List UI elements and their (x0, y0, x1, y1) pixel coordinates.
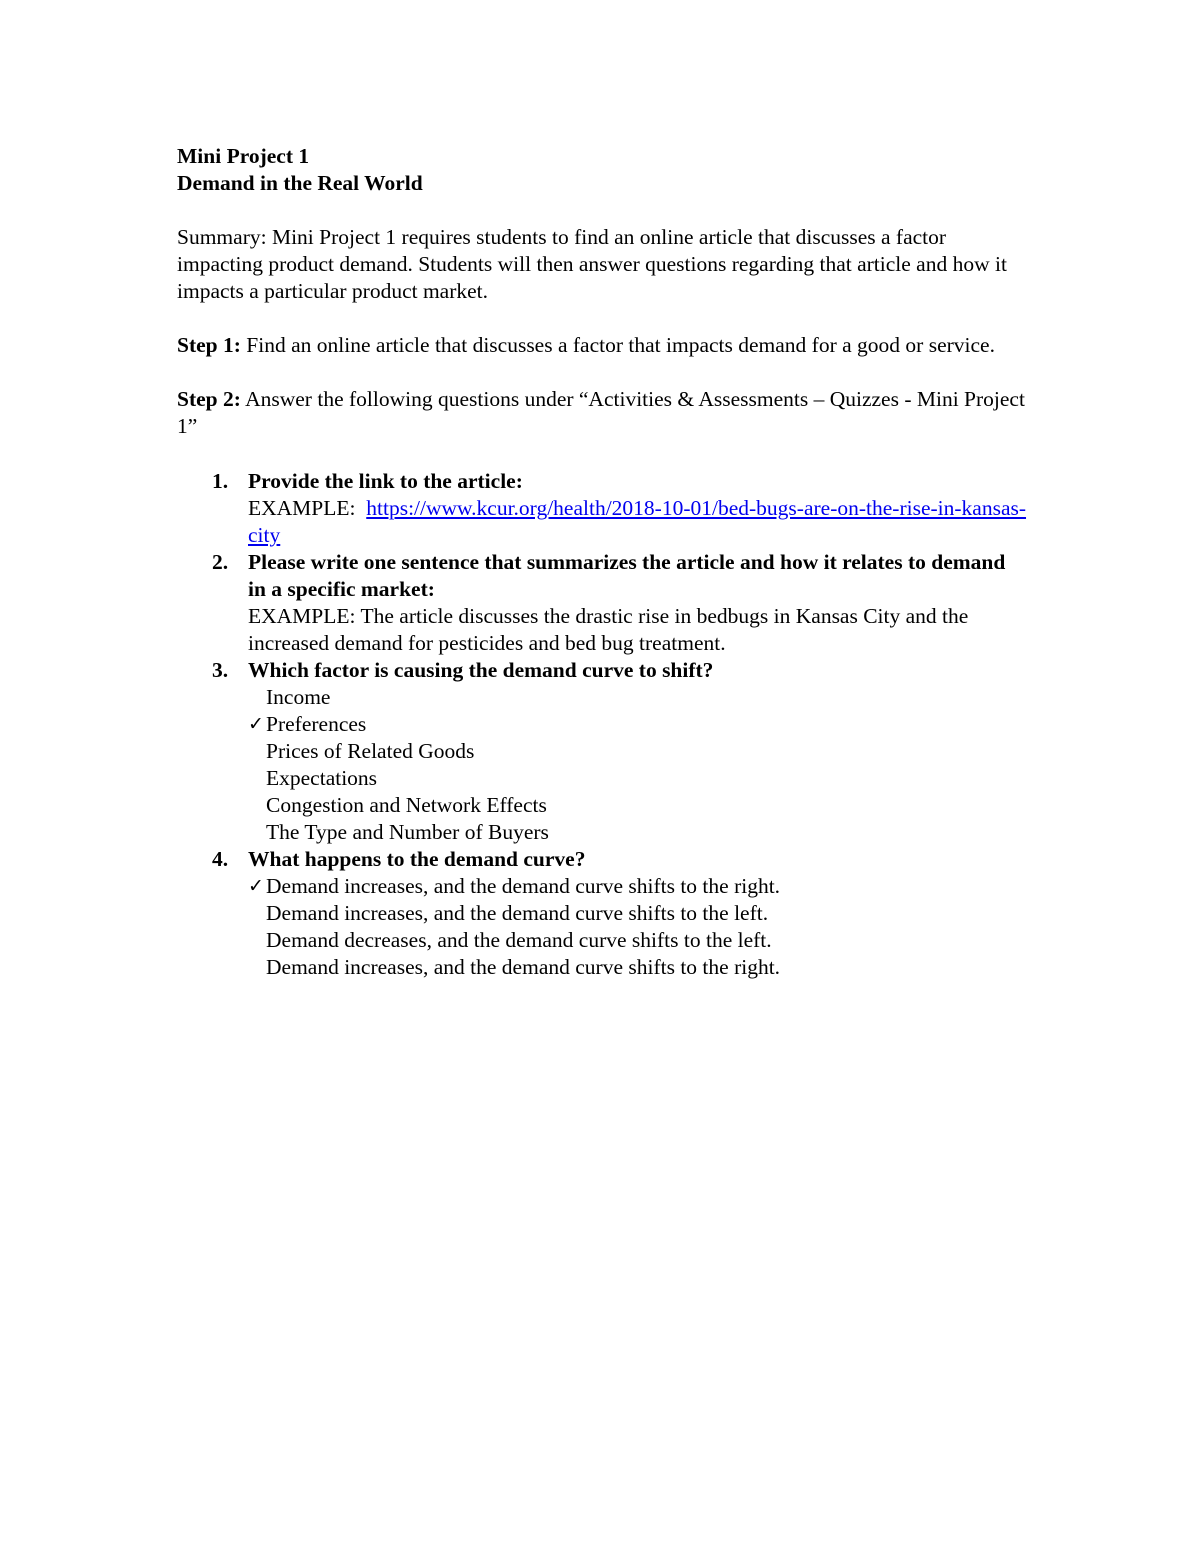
option-item (266, 900, 1027, 927)
document-subtitle: Demand in the Real World (177, 171, 423, 195)
summary-paragraph: Summary: Mini Project 1 requires students to find an online article that discusses a factor impacting product demand. Students will then answer questions regarding that article and how it impacts a particular product market. (177, 225, 1007, 303)
option-item (266, 819, 1027, 846)
options-list (248, 873, 1027, 981)
option-label: Prices of Related Goods (266, 739, 475, 763)
option-item (248, 873, 1027, 900)
option-label: Demand decreases, and the demand curve shifts to the left. (266, 928, 772, 952)
question-text: Provide the link to the article: (248, 469, 523, 493)
spacer (177, 359, 1027, 386)
options-list (248, 684, 1027, 846)
question-2 (177, 549, 1027, 657)
question-number: 1. (212, 469, 229, 493)
question-3 (177, 657, 1027, 846)
option-label: Demand increases, and the demand curve shifts to the right. (266, 874, 781, 898)
document-page (177, 143, 1027, 981)
question-text: Please write one sentence that summarizes the article and how it relates to demand in a specific market: (248, 550, 1006, 601)
document-title: Mini Project 1 (177, 144, 310, 168)
step-1-label: Step 1: (177, 333, 241, 357)
article-link[interactable]: https://www.kcur.org/health/2018-10-01/bed-bugs-are-on-the-rise-in-kansas-city (248, 496, 1027, 547)
check-icon: ✓ (248, 875, 264, 897)
option-item (266, 738, 1027, 765)
option-label: Congestion and Network Effects (266, 793, 547, 817)
option-item (266, 792, 1027, 819)
question-1 (177, 468, 1027, 549)
option-label: Income (266, 685, 331, 709)
option-label: Demand increases, and the demand curve shifts to the left. (266, 901, 769, 925)
option-item (266, 684, 1027, 711)
option-item (266, 765, 1027, 792)
question-list (177, 468, 1027, 981)
question-number: 3. (212, 658, 229, 682)
option-label: The Type and Number of Buyers (266, 820, 549, 844)
spacer (177, 305, 1027, 332)
option-label: Expectations (266, 766, 378, 790)
question-text: Which factor is causing the demand curve to shift? (248, 658, 714, 682)
question-4 (177, 846, 1027, 981)
option-item (266, 954, 1027, 981)
step-1-text: Find an online article that discusses a factor that impacts demand for a good or service. (240, 333, 995, 357)
example-prefix: EXAMPLE: (248, 496, 367, 520)
spacer (177, 197, 1027, 224)
check-icon: ✓ (248, 713, 264, 735)
option-label: Demand increases, and the demand curve shifts to the right. (266, 955, 781, 979)
option-item (248, 711, 1027, 738)
option-label: Preferences (266, 712, 367, 736)
step-1-paragraph (177, 332, 1027, 359)
example-line: EXAMPLE: The article discusses the drastic rise in bedbugs in Kansas City and the increased demand for pesticides and bed bug treatment. (248, 604, 969, 655)
question-text: What happens to the demand curve? (248, 847, 586, 871)
option-item (266, 927, 1027, 954)
question-number: 2. (212, 550, 229, 574)
step-2-text: Answer the following questions under “Activities & Assessments – Quizzes - Mini Project 1” (177, 387, 1025, 438)
example-line (248, 495, 1027, 549)
step-2-paragraph (177, 386, 1027, 440)
step-2-label: Step 2: (177, 387, 241, 411)
question-number: 4. (212, 847, 229, 871)
